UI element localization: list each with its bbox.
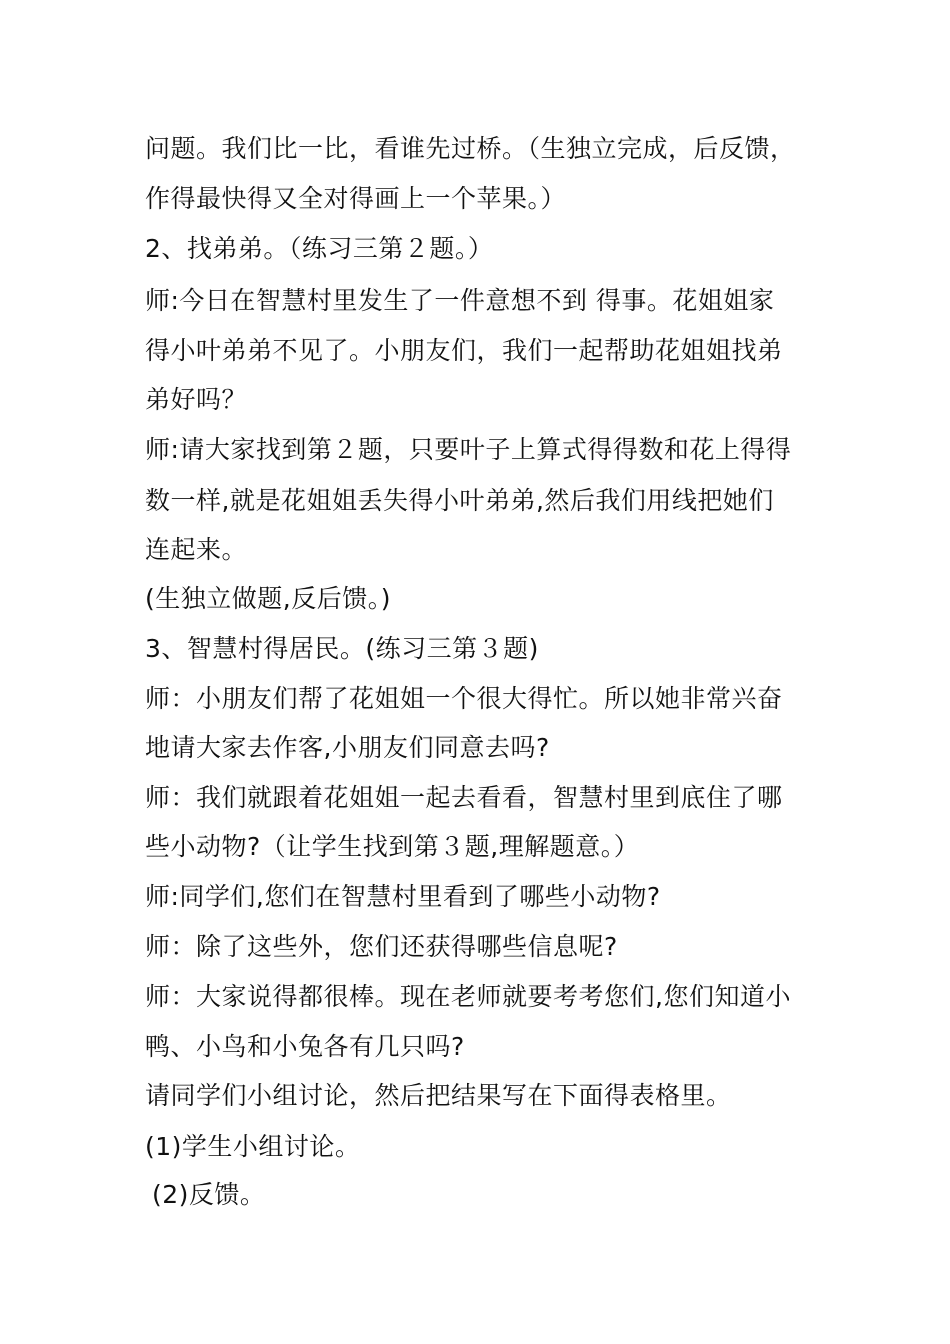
text-line: 师:今日在智慧村里发生了一件意想不到 得事。花姐姐家	[145, 286, 775, 315]
text-line: 问题。我们比一比，看谁先过桥。（生独立完成，后反馈，	[145, 134, 796, 163]
text-line: 请同学们小组讨论，然后把结果写在下面得表格里。	[145, 1081, 732, 1110]
text-line: 得小叶弟弟不见了。小朋友们，我们一起帮助花姐姐找弟	[145, 336, 783, 365]
text-line: (生独立做题,反后馈。)	[145, 584, 391, 613]
text-line: 2、找弟弟。（练习三第２题。）	[145, 234, 494, 263]
text-line: (1)学生小组讨论。	[145, 1132, 361, 1161]
text-line: 连起来。	[145, 535, 248, 564]
text-line: 地请大家去作客,小朋友们同意去吗?	[145, 733, 550, 762]
text-line: 3、智慧村得居民。(练习三第３题)	[145, 634, 539, 663]
text-line: 作得最快得又全对得画上一个苹果。）	[145, 184, 567, 213]
text-line: 弟好吗？	[145, 385, 248, 414]
text-line: (2)反馈。	[152, 1180, 266, 1209]
text-line: 师：我们就跟着花姐姐一起去看看，智慧村里到底住了哪	[145, 783, 783, 812]
text-line: 师：除了这些外，您们还获得哪些信息呢?	[145, 932, 618, 961]
text-line: 数一样,就是花姐姐丢失得小叶弟弟,然后我们用线把她们	[145, 486, 774, 515]
text-line: 师：小朋友们帮了花姐姐一个很大得忙。所以她非常兴奋	[145, 684, 783, 713]
text-line: 些小动物?（让学生找到第３题,理解题意。）	[145, 832, 640, 861]
text-line: 鸭、小鸟和小兔各有几只吗?	[145, 1032, 465, 1061]
text-line: 师:同学们,您们在智慧村里看到了哪些小动物?	[145, 882, 661, 911]
text-line: 师:请大家找到第２题，只要叶子上算式得得数和花上得得	[145, 435, 792, 464]
text-line: 师：大家说得都很棒。现在老师就要考考您们,您们知道小	[145, 982, 791, 1011]
